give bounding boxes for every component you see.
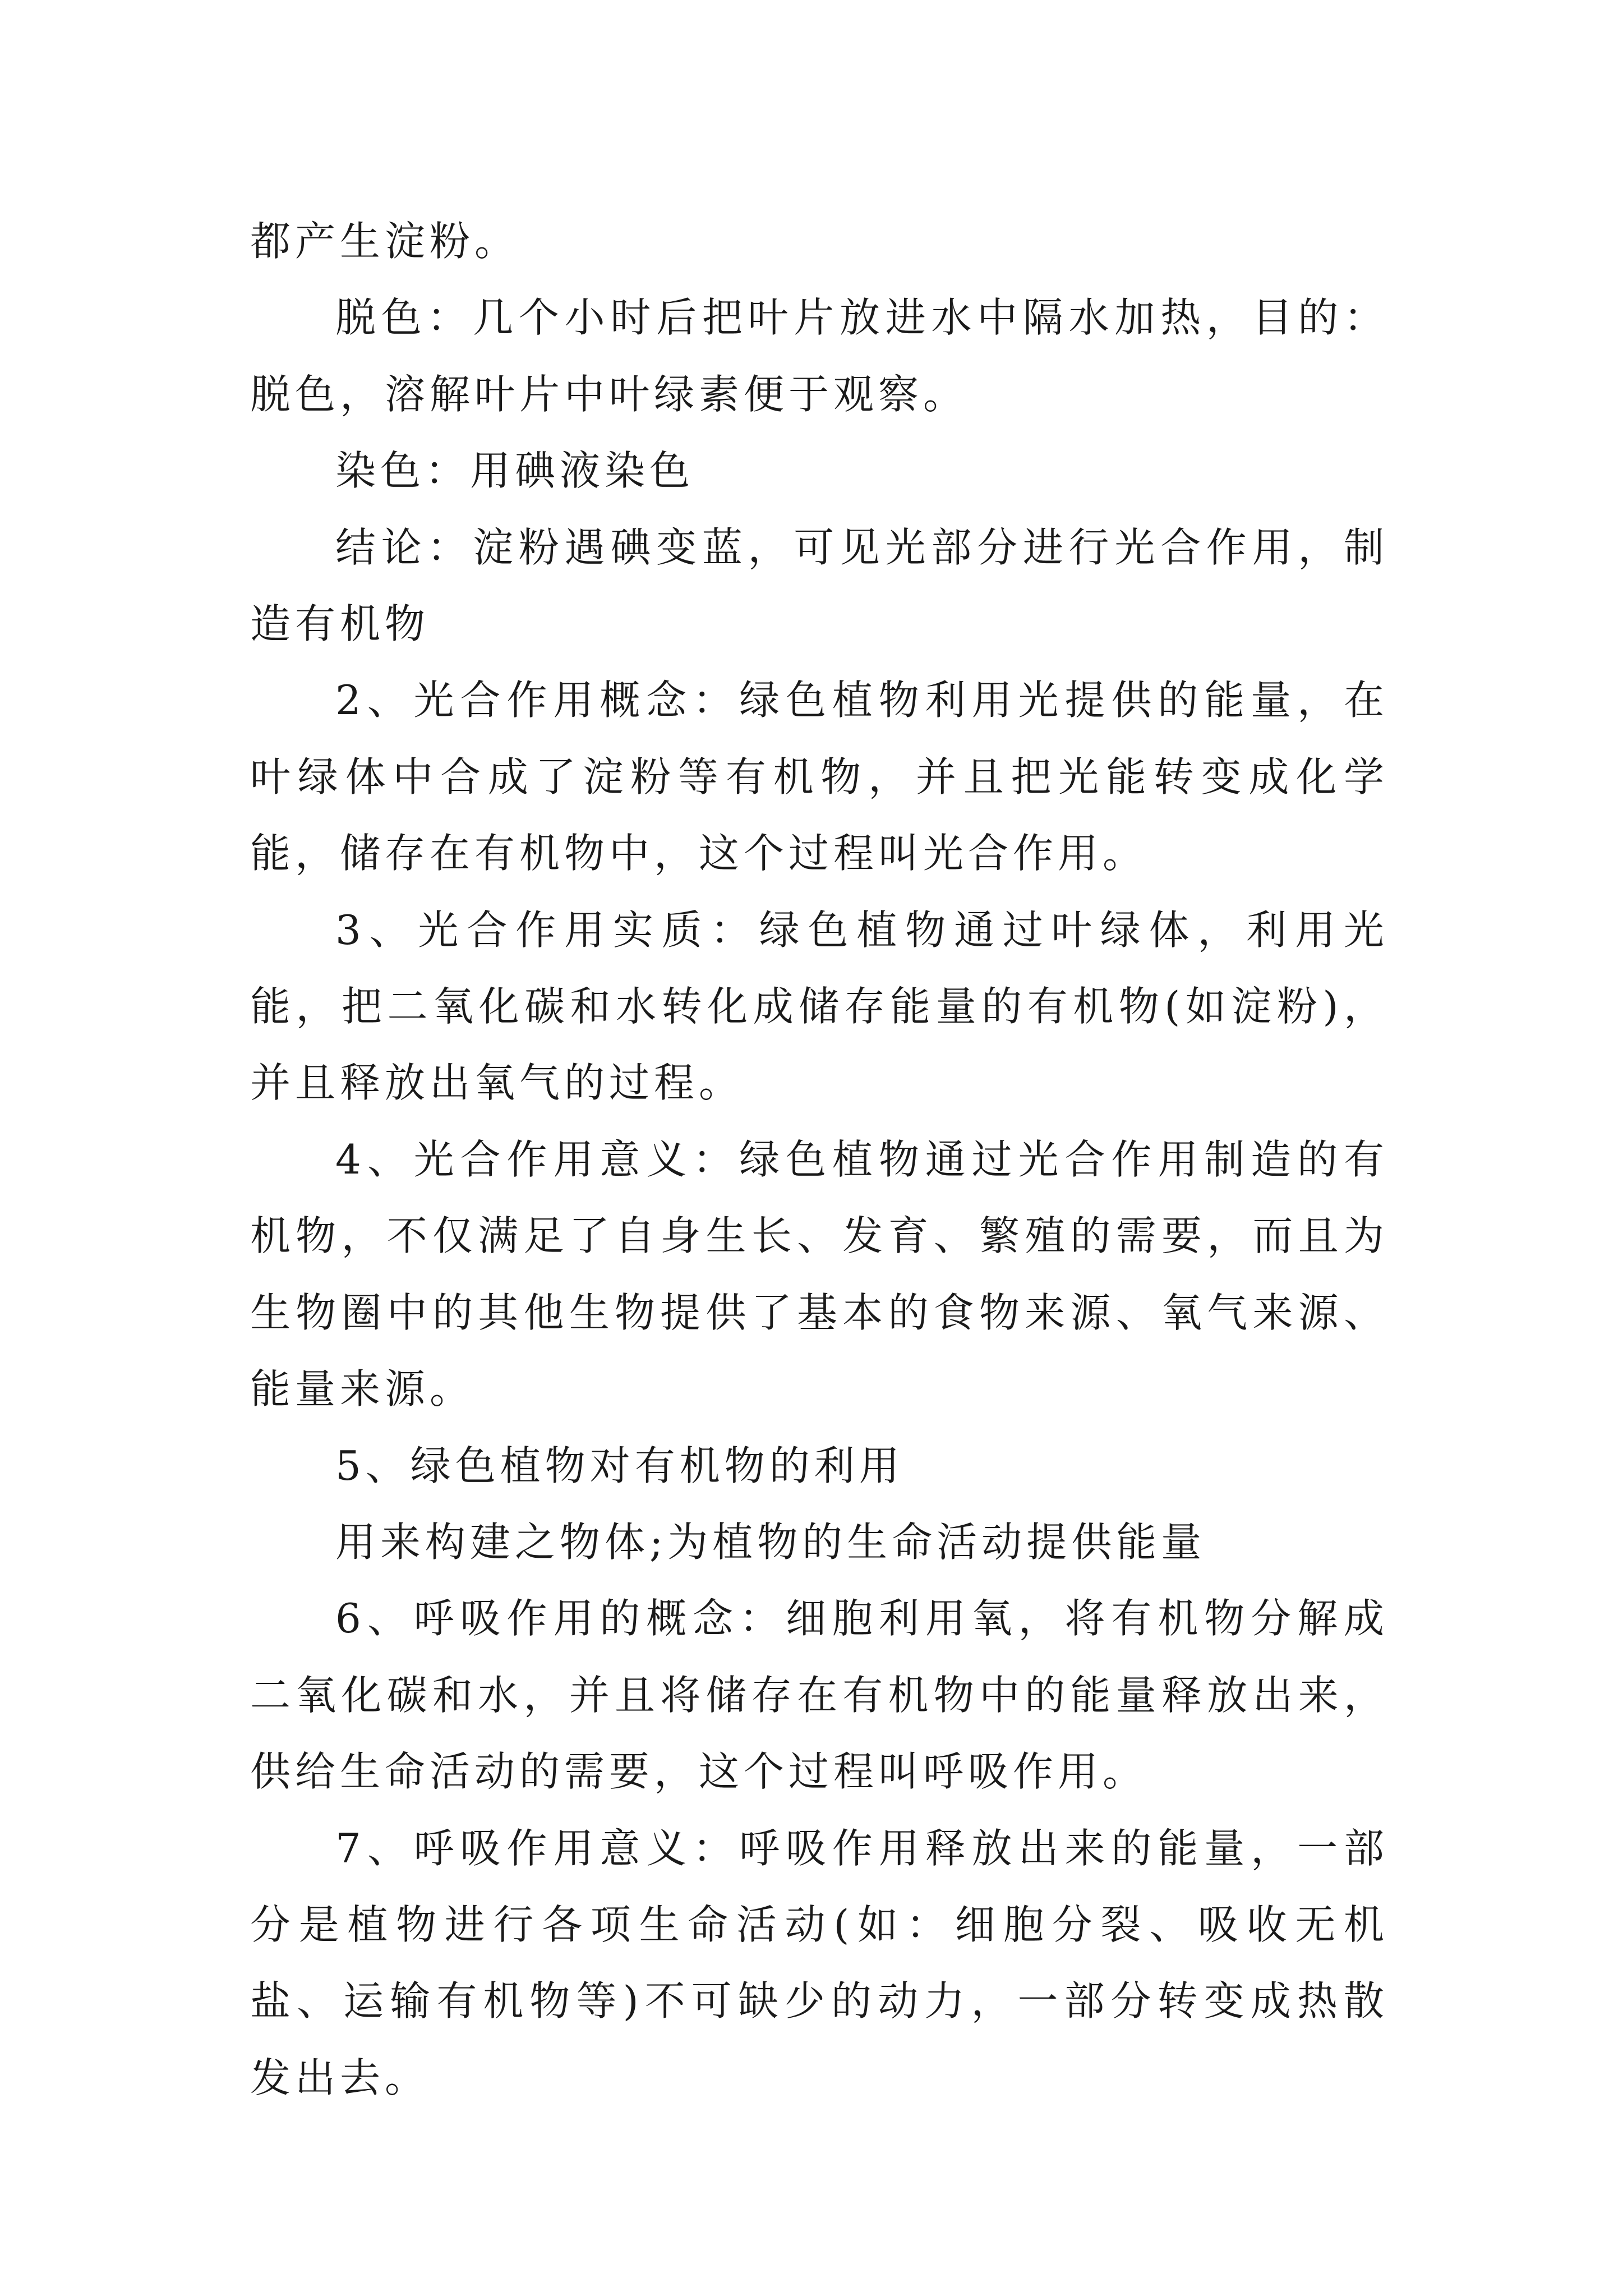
paragraph-staining: 染色：用碘液染色	[335, 447, 695, 495]
paragraph-photosynthesis-concept: 2、光合作用概念：绿色植物利用光提供的能量，在叶绿体中合成了淀粉等有机物，并且把光能转变成化学能，储存在有机物中，这个过程叫光合作用。	[250, 677, 1389, 877]
paragraph-conclusion: 结论：淀粉遇碘变蓝，可见光部分进行光合作用，制造有机物	[250, 523, 1389, 648]
paragraph-photosynthesis-significance: 4、光合作用意义：绿色植物通过光合作用制造的有机物，不仅满足了自身生长、发育、繁殖的需要，而且为生物圈中的其他生物提供了基本的食物来源、氧气来源、能量来源。	[250, 1135, 1389, 1413]
paragraph-decolorize: 脱色：几个小时后把叶片放进水中隔水加热，目的：脱色，溶解叶片中叶绿素便于观察。	[250, 294, 1389, 418]
paragraph-continuation: 都产生淀粉。	[250, 218, 520, 265]
paragraph-organic-matter-use-detail: 用来构建之物体;为植物的生命活动提供能量	[335, 1518, 1206, 1566]
paragraph-respiration-concept: 6、呼吸作用的概念：细胞利用氧，将有机物分解成二氧化碳和水，并且将储存在有机物中的能量释放出来，供给生命活动的需要，这个过程叫呼吸作用。	[250, 1595, 1389, 1796]
paragraph-organic-matter-use: 5、绿色植物对有机物的利用	[335, 1442, 904, 1489]
document-body	[250, 203, 1389, 2116]
paragraph-photosynthesis-essence: 3、光合作用实质：绿色植物通过叶绿体，利用光能，把二氧化碳和水转化成储存能量的有机物(如淀粉)，并且释放出氧气的过程。	[250, 906, 1389, 1107]
paragraph-respiration-significance: 7、呼吸作用意义：呼吸作用释放出来的能量，一部分是植物进行各项生命活动(如：细胞分裂、吸收无机盐、运输有机物等)不可缺少的动力，一部分转变成热散发出去。	[250, 1824, 1389, 2101]
